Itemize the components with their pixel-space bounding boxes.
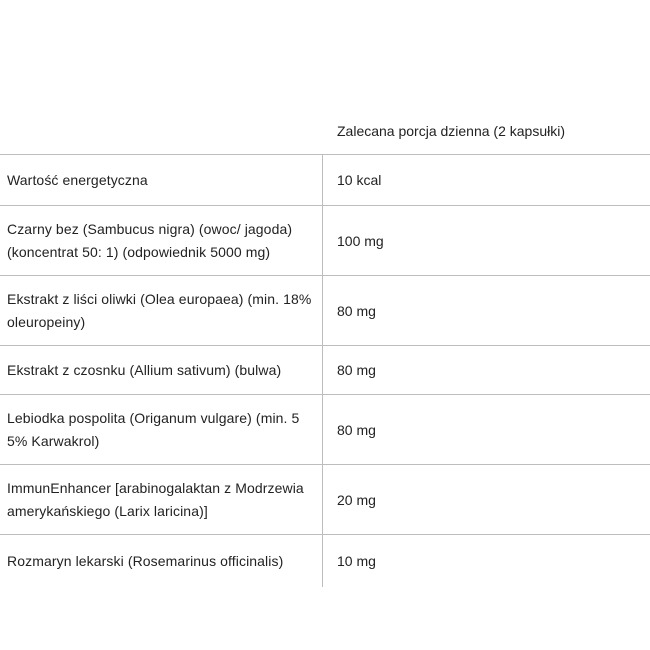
ingredient-amount: 100 mg <box>322 206 650 275</box>
ingredient-name: ImmunEnhancer [arabinogalaktan z Modrzewia amerykańskiego (Larix laricina)] <box>7 479 304 519</box>
ingredient-name: Czarny bez (Sambucus nigra) (owoc/ jagoda) (koncentrat 50: 1) (odpowiednik 5000 mg) <box>7 220 293 260</box>
table-row <box>0 535 650 587</box>
ingredient-name: Rozmaryn lekarski (Rosemarinus officinalis) <box>7 552 284 569</box>
ingredient-amount: 80 mg <box>322 276 650 345</box>
ingredient-name: Lebiodka pospolita (Origanum vulgare) (min. 5 5% Karwakrol) <box>7 409 300 449</box>
ingredient-amount: 80 mg <box>322 346 650 394</box>
nutrition-table <box>0 107 650 587</box>
ingredient-amount: 80 mg <box>322 395 650 464</box>
table-row <box>0 346 650 395</box>
table-row <box>0 206 650 276</box>
table-row <box>0 155 650 206</box>
ingredient-name: Ekstrakt z liści oliwki (Olea europaea) (min. 18% oleuropeiny) <box>7 290 312 330</box>
ingredient-amount: 20 mg <box>322 465 650 534</box>
table-row <box>0 465 650 535</box>
ingredient-amount: 10 mg <box>322 535 650 587</box>
table-header-row <box>0 107 650 155</box>
ingredient-name: Ekstrakt z czosnku (Allium sativum) (bulwa) <box>7 361 282 378</box>
header-daily-portion-cell: Zalecana porcja dzienna (2 kapsułki) <box>337 122 566 139</box>
table-row <box>0 395 650 465</box>
ingredient-name: Wartość energetyczna <box>7 171 148 188</box>
table-row <box>0 276 650 346</box>
ingredient-amount: 10 kcal <box>322 155 650 205</box>
